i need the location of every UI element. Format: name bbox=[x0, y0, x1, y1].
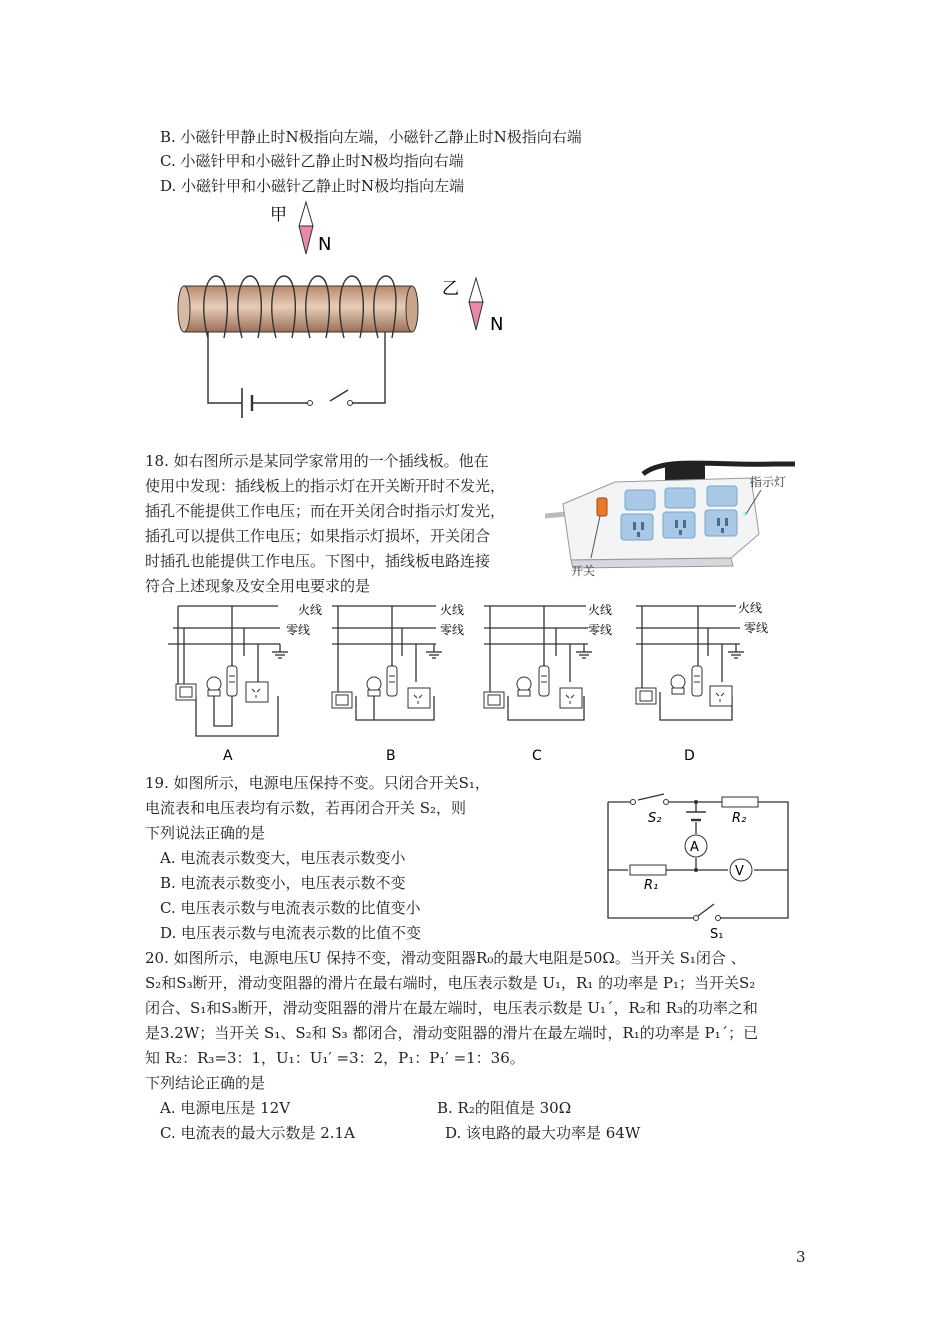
compass-jia-n-label: N bbox=[318, 234, 332, 255]
q18-line-2: 使用中发现：插线板上的指示灯在开关断开时不发光， bbox=[145, 477, 506, 495]
q20-option-d: D. 该电路的最大功率是 64W bbox=[445, 1124, 641, 1142]
q20-option-c: C. 电流表的最大示数是 2.1A bbox=[160, 1124, 355, 1142]
q20-line-3: 闭合、S₁和S₃断开，滑动变阻器的滑片在最左端时，电压表示数是 U₁ˊ，R₂和 R₃的功率之和 bbox=[145, 999, 758, 1017]
compass-jia-north bbox=[299, 226, 313, 254]
q19-option-b: B. 电流表示数变小，电压表示数不变 bbox=[160, 874, 406, 892]
solenoid-tube bbox=[184, 286, 412, 332]
diagram-b-fire-label: 火线 bbox=[440, 603, 465, 617]
diagram-d-fire-label: 火线 bbox=[738, 601, 763, 615]
diagram-a bbox=[168, 602, 322, 764]
strip-switch bbox=[597, 498, 607, 516]
ammeter-label: A bbox=[690, 840, 699, 855]
q19-option-c: C. 电压表示数与电流表示数的比值变小 bbox=[160, 899, 421, 917]
compass-yi-north bbox=[469, 302, 483, 330]
voltmeter-label: V bbox=[735, 864, 744, 879]
r2-label: R₂ bbox=[732, 811, 747, 826]
solenoid-figure bbox=[170, 198, 520, 420]
q19-option-a: A. 电流表示数变大，电压表示数变小 bbox=[160, 849, 406, 867]
diagram-c bbox=[484, 602, 612, 764]
compass-jia-south bbox=[299, 202, 313, 226]
q18-line-1: 18. 如右图所示是某同学家常用的一个插线板。他在 bbox=[145, 452, 489, 470]
q17-option-b: B. 小磁针甲静止时N极指向左端，小磁针乙静止时N极指向右端 bbox=[160, 128, 582, 146]
compass-yi-south bbox=[469, 278, 483, 302]
q20-line-2: S₂和S₃断开，滑动变阻器的滑片在最右端时，电压表示数是 U₁，R₁ 的功率是 P₁；当开关S₂ bbox=[145, 974, 756, 992]
diagram-c-label: C bbox=[532, 748, 542, 764]
diagram-d bbox=[636, 600, 768, 764]
q18-line-6: 符合上述现象及安全用电要求的是 bbox=[145, 577, 371, 595]
diagram-c-neutral-label: 零线 bbox=[588, 623, 613, 637]
q20-line-6: 下列结论正确的是 bbox=[145, 1074, 266, 1092]
switch-s1-label: S₁ bbox=[710, 927, 724, 940]
q20-line-4: 是3.2W；当开关 S₁、S₂和 S₃ 都闭合，滑动变阻器的滑片在最左端时，R₁的功率是 P₁ˊ；已 bbox=[145, 1024, 759, 1042]
diagram-d-label: D bbox=[684, 748, 695, 764]
resistor-r1 bbox=[630, 865, 666, 875]
q19-line-3: 下列说法正确的是 bbox=[145, 824, 266, 842]
q20-option-b: B. R₂的阻值是 30Ω bbox=[437, 1099, 572, 1117]
wiring-diagrams bbox=[168, 596, 788, 764]
q17-option-d: D. 小磁针甲和小磁针乙静止时N极均指向左端 bbox=[160, 177, 465, 195]
q19-line-1: 19. 如图所示，电源电压保持不变。只闭合开关S₁， bbox=[145, 774, 490, 792]
diagram-b-neutral-label: 零线 bbox=[440, 623, 465, 637]
q20-line-5: 知 R₂：R₃=3：1，U₁：U₁′ =3：2，P₁：P₁′ =1：36。 bbox=[145, 1049, 525, 1067]
q20-line-1: 20. 如图所示，电源电压U 保持不变，滑动变阻器R₀的最大电阻是50Ω。当开关 S₁闭合 、 bbox=[145, 949, 746, 967]
switch-contact bbox=[308, 401, 313, 406]
compass-yi-label: 乙 bbox=[442, 279, 459, 299]
q20-option-a: A. 电源电压是 12V bbox=[160, 1099, 291, 1117]
q17-option-c: C. 小磁针甲和小磁针乙静止时N极均指向右端 bbox=[160, 152, 464, 170]
diagram-a-label: A bbox=[223, 748, 233, 764]
switch-s2-label: S₂ bbox=[648, 811, 662, 826]
r1-label: R₁ bbox=[644, 878, 659, 893]
q19-circuit bbox=[600, 790, 800, 940]
page-number: 3 bbox=[796, 1248, 806, 1266]
power-strip-photo bbox=[545, 446, 800, 581]
q18-line-4: 插孔可以提供工作电压；如果指示灯损坏，开关闭合 bbox=[145, 527, 491, 545]
q19-option-d: D. 电压表示数与电流表示数的比值不变 bbox=[160, 924, 422, 942]
diagram-d-neutral-label: 零线 bbox=[744, 621, 769, 635]
circuit-wire bbox=[208, 332, 385, 403]
diagram-a-fire-label: 火线 bbox=[298, 603, 323, 617]
compass-jia-label: 甲 bbox=[270, 205, 287, 225]
q19-line-2: 电流表和电压表均有示数，若再闭合开关 S₂，则 bbox=[145, 799, 467, 817]
resistor-r2 bbox=[722, 797, 758, 807]
q18-line-5: 时插孔也能提供工作电压。下图中，插线板电路连接 bbox=[145, 552, 491, 570]
indicator-light-label: 指示灯 bbox=[750, 475, 787, 489]
diagram-b bbox=[332, 602, 464, 764]
diagram-c-fire-label: 火线 bbox=[588, 603, 613, 617]
compass-yi-n-label: N bbox=[490, 314, 504, 335]
q18-line-3: 插孔不能提供工作电压；而在开关闭合时指示灯发光， bbox=[145, 502, 506, 520]
diagram-b-label: B bbox=[386, 748, 396, 764]
diagram-a-neutral-label: 零线 bbox=[286, 623, 311, 637]
switch-label: 开关 bbox=[571, 564, 596, 578]
